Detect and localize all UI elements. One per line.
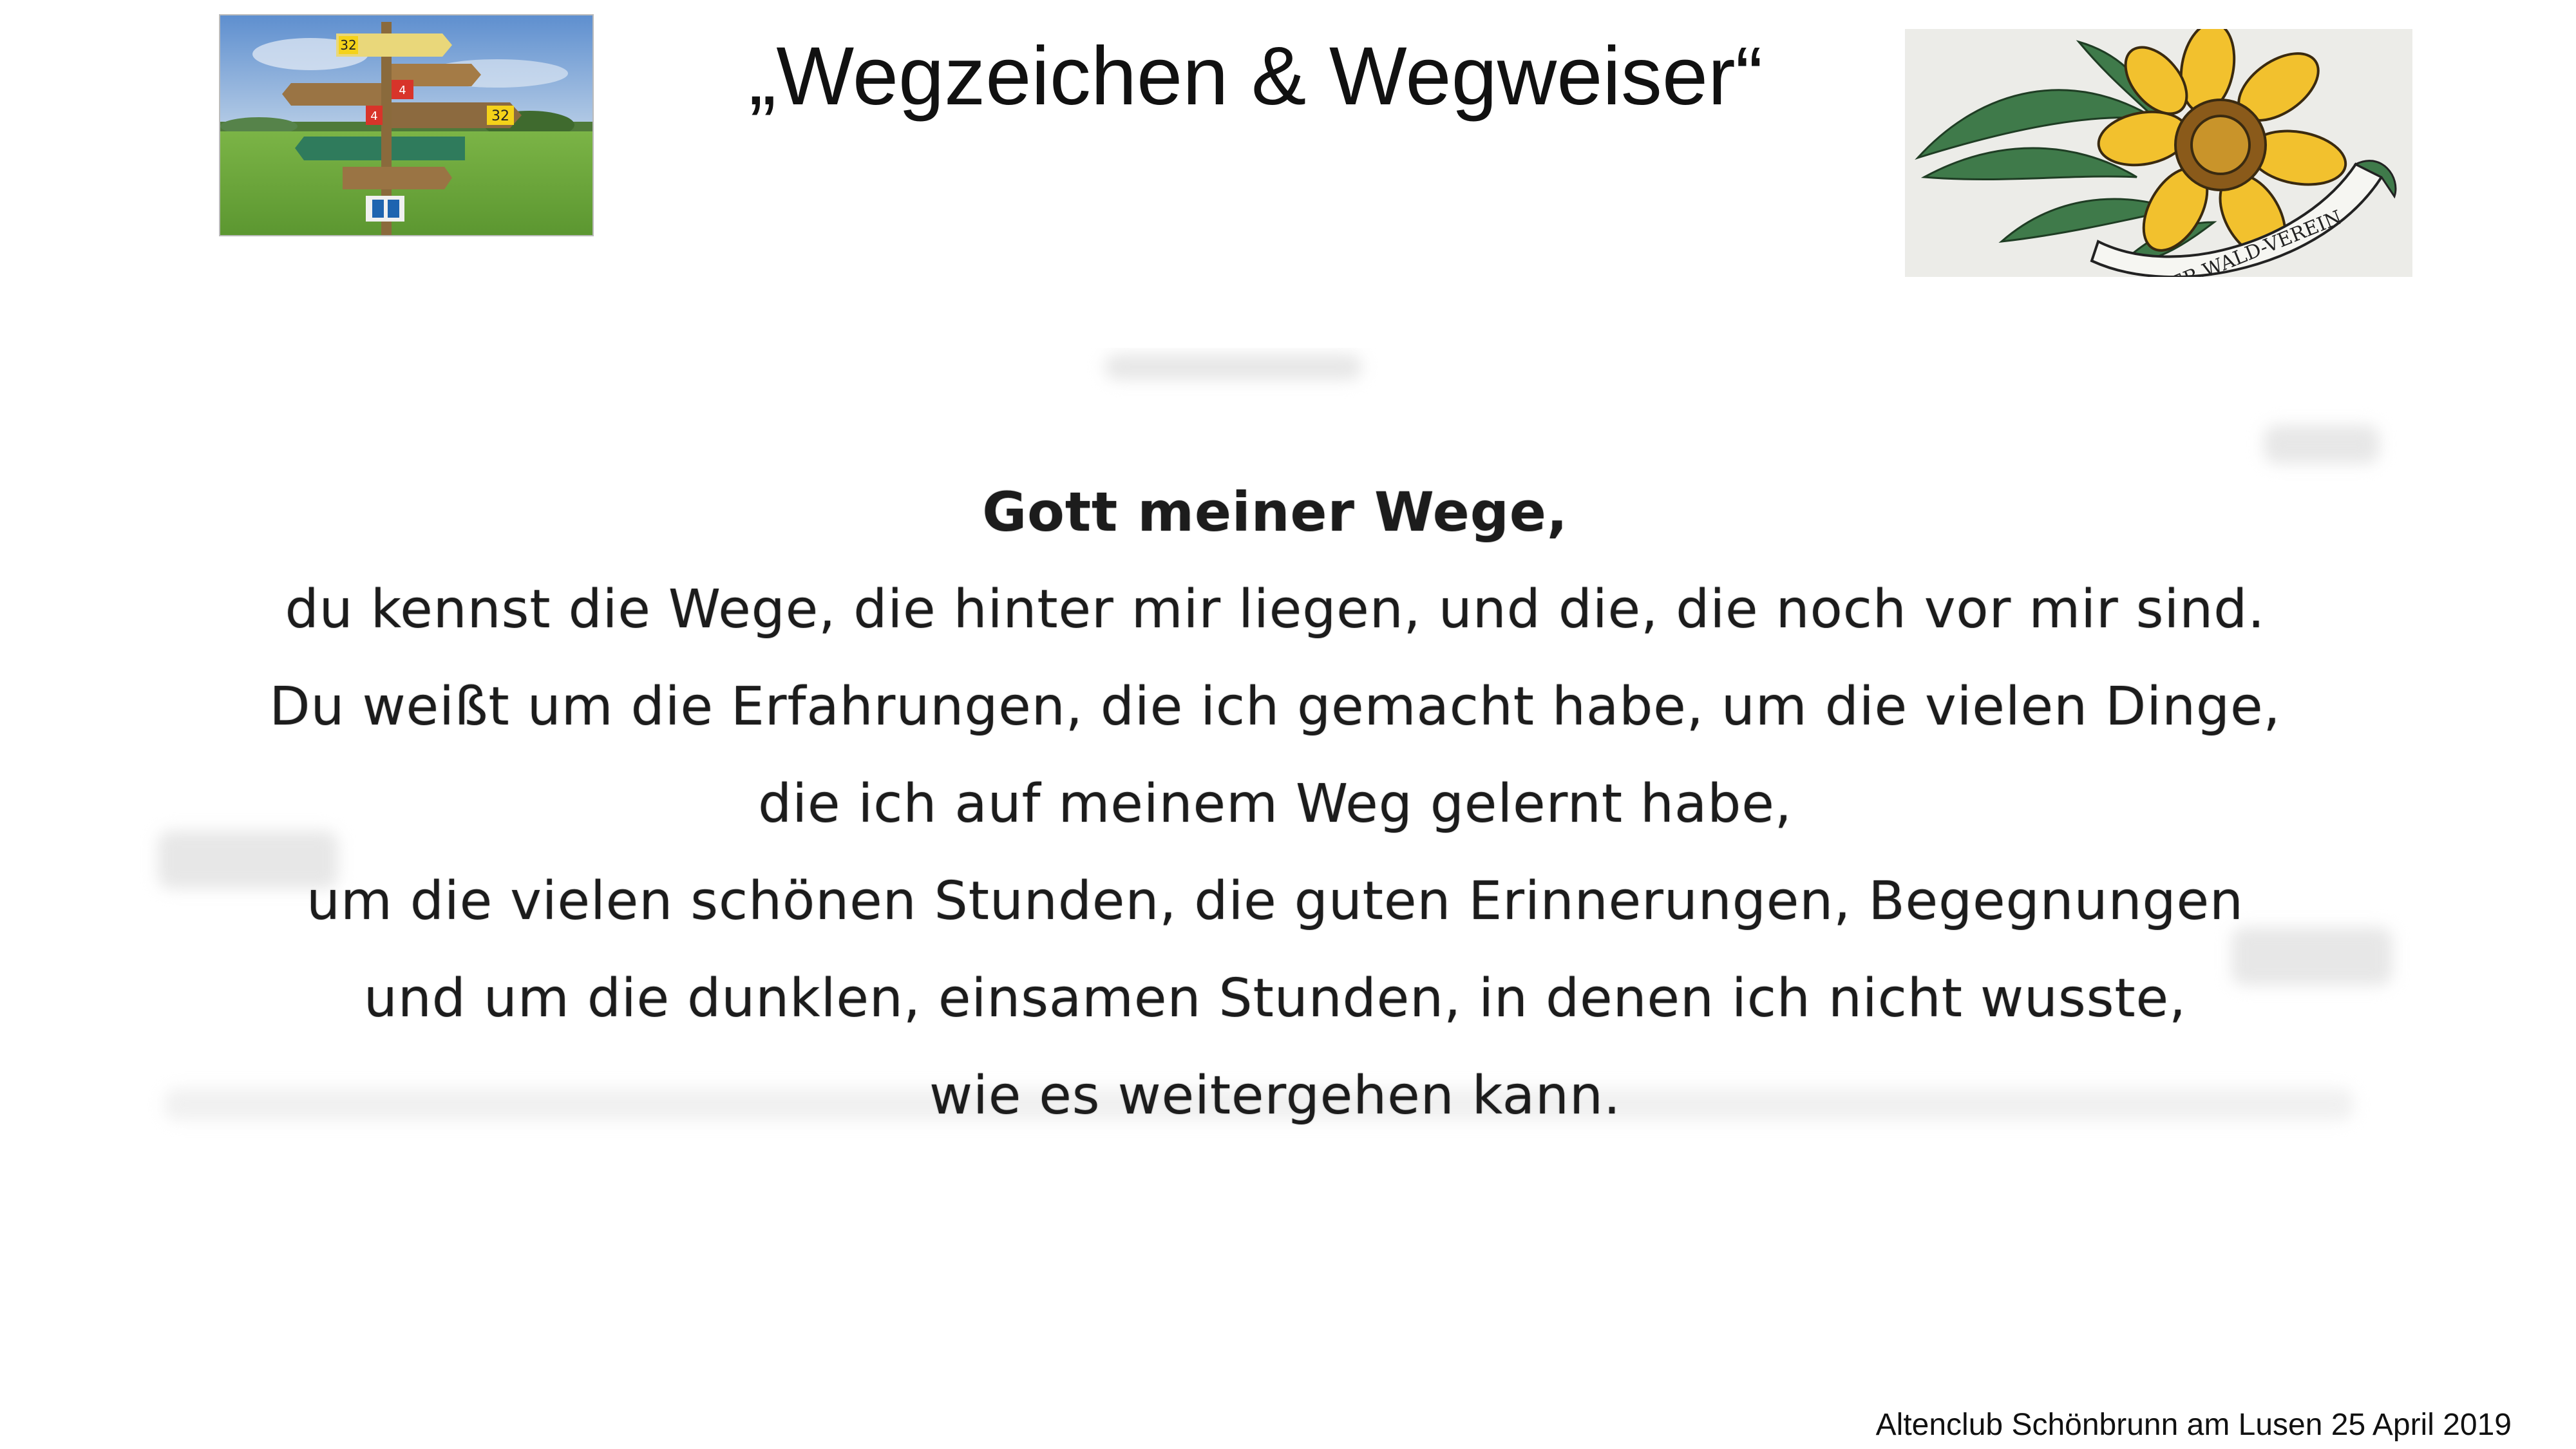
sign-number-1: 32: [340, 37, 357, 53]
poem: [138, 464, 2412, 1144]
poem-line: die ich auf meinem Weg gelernt habe,: [758, 773, 1792, 835]
poem-line: Du weißt um die Erfahrungen, die ich gemacht habe, um die vielen Dinge,: [269, 676, 2281, 737]
poem-line: du kennst die Wege, die hinter mir liegen, und die, die noch vor mir sind.: [285, 579, 2266, 640]
signpost-photo-image: [220, 15, 594, 236]
poem-scan: [138, 348, 2412, 1166]
poem-heading: Gott meiner Wege,: [982, 480, 1568, 544]
signpost-photo: [219, 14, 594, 236]
page-title: „Wegzeichen & Wegweiser“: [748, 30, 1763, 122]
sign-number-2: 32: [491, 108, 509, 124]
poem-line: und um die dunklen, einsamen Stunden, in denen ich nicht wusste,: [363, 968, 2187, 1029]
sign-number-3: 4: [370, 109, 378, 123]
logo-image: [1905, 29, 2412, 277]
poem-line: wie es weitergehen kann.: [929, 1065, 1622, 1126]
poem-line: um die vielen schönen Stunden, die guten Erinnerungen, Begegnungen: [306, 871, 2244, 932]
footer-caption: Altenclub Schönbrunn am Lusen 25 April 2019: [1875, 1408, 2512, 1442]
bayerwald-verein-logo: [1905, 29, 2412, 277]
sign-number-4: 4: [399, 84, 406, 97]
scan-bleed: [1104, 354, 1362, 380]
scan-bleed: [2264, 425, 2380, 464]
